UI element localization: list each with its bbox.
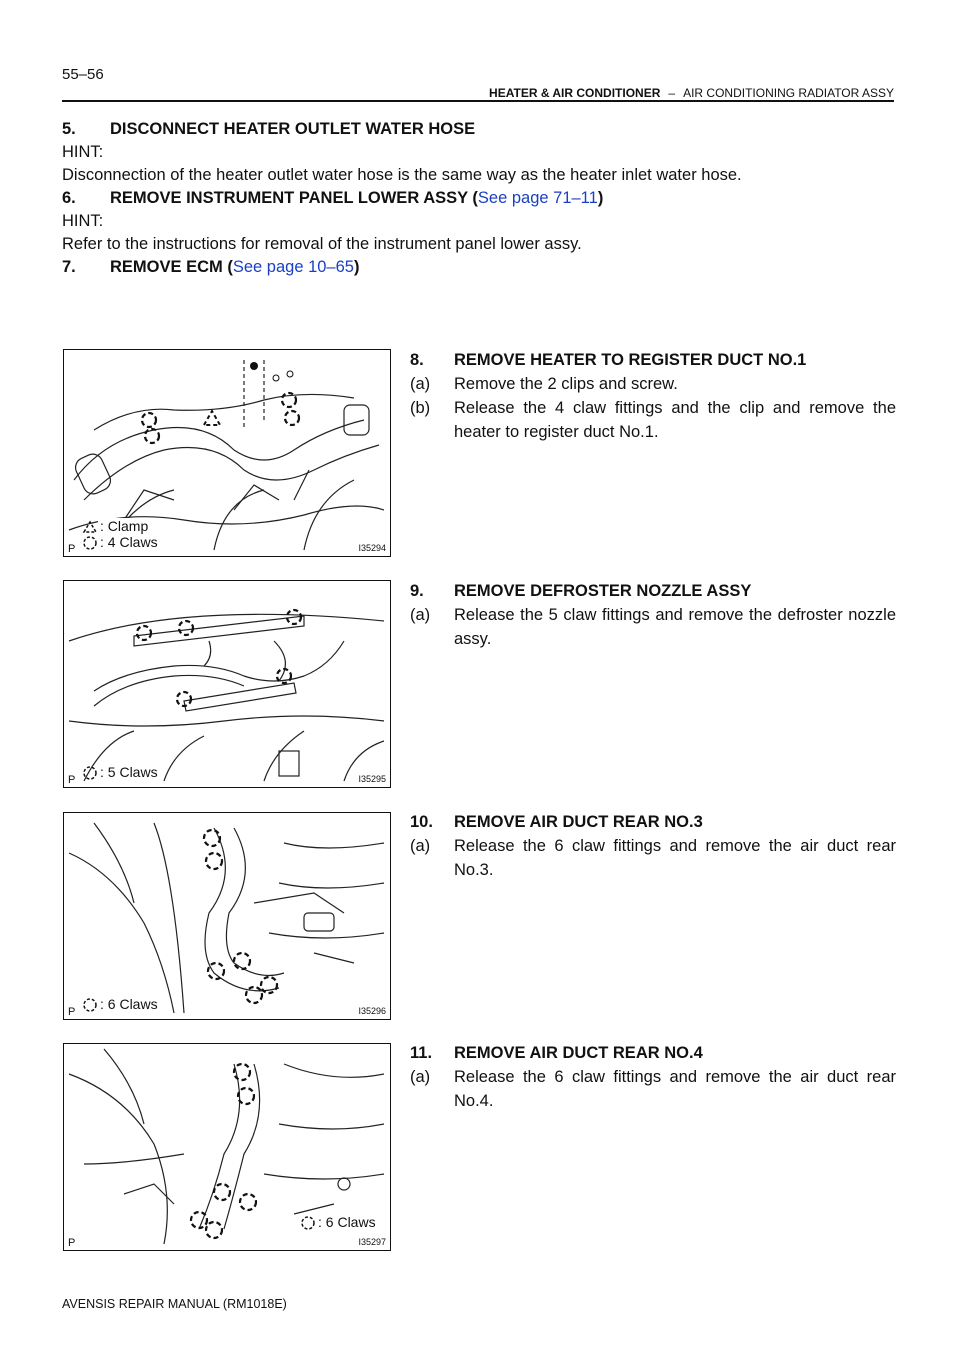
sub-label: (a)	[410, 837, 431, 855]
figure-p-mark: P	[68, 1006, 76, 1018]
step-8a	[410, 372, 896, 396]
sub-text: Release the 6 claw fittings and remove the air duct rear No.4.	[454, 1068, 896, 1110]
step-8-title: REMOVE HEATER TO REGISTER DUCT NO.1	[454, 351, 807, 369]
footer: AVENSIS REPAIR MANUAL (RM1018E)	[62, 1297, 287, 1311]
step-5-hint-text: Disconnection of the heater outlet water hose is the same way as the heater inlet water hose.	[62, 166, 742, 184]
figure-id: I35295	[358, 774, 386, 784]
running-header	[489, 86, 894, 100]
figure-p-mark: P	[68, 1237, 76, 1249]
step-5-hint-label: HINT:	[62, 143, 104, 161]
step-11a	[410, 1065, 896, 1113]
sub-label: (a)	[410, 375, 431, 393]
step-6-hint-label: HINT:	[62, 212, 104, 230]
page-number: 55–56	[62, 66, 104, 83]
step-7-close: )	[353, 258, 360, 276]
step-6-page-link[interactable]: See page 71–11	[477, 189, 598, 207]
figure-2-illustration	[64, 581, 390, 787]
claw-legend-icon	[82, 765, 98, 781]
step-11-number: 11.	[410, 1044, 433, 1062]
header-subsection: AIR CONDITIONING RADIATOR ASSY	[683, 86, 894, 100]
step-8	[410, 348, 896, 444]
figure-air-duct-rear-3	[63, 812, 391, 1020]
step-9-number: 9.	[410, 582, 424, 600]
clamp-legend-label: : Clamp	[100, 518, 149, 534]
sub-text: Release the 4 claw fittings and the clip and remove the heater to register duct No.1.	[454, 399, 896, 441]
header-rule	[62, 100, 894, 102]
figure-3-illustration	[64, 813, 390, 1019]
step-10a	[410, 834, 896, 882]
header-section: HEATER & AIR CONDITIONER	[489, 86, 661, 100]
step-10-title: REMOVE AIR DUCT REAR NO.3	[454, 813, 703, 831]
step-11	[410, 1041, 896, 1113]
sub-label: (a)	[410, 606, 431, 624]
figure-p-mark: P	[68, 774, 76, 786]
claw-legend-icon	[82, 535, 98, 551]
step-5-heading	[62, 118, 475, 141]
clamp-legend-icon	[82, 520, 98, 534]
claw-legend-icon	[82, 997, 98, 1013]
step-5-number: 5.	[62, 120, 76, 138]
header-separator: –	[668, 86, 676, 100]
claw-legend-label: : 6 Claws	[318, 1214, 376, 1230]
step-9	[410, 579, 896, 651]
sub-label: (b)	[410, 399, 431, 417]
figure-id: I35297	[358, 1237, 386, 1247]
step-6-number: 6.	[62, 189, 76, 207]
step-5-title: DISCONNECT HEATER OUTLET WATER HOSE	[110, 120, 476, 138]
step-10	[410, 810, 896, 882]
sub-label: (a)	[410, 1068, 431, 1086]
step-6-hint-text: Refer to the instructions for removal of the instrument panel lower assy.	[62, 235, 582, 253]
claw-legend-label: : 5 Claws	[100, 764, 158, 780]
claw-legend-label: : 4 Claws	[100, 534, 158, 550]
claw-legend-icon	[300, 1215, 316, 1231]
step-7-heading	[62, 256, 359, 279]
step-7-title: REMOVE ECM (	[110, 258, 233, 276]
step-10-number: 10.	[410, 813, 433, 831]
step-11-title: REMOVE AIR DUCT REAR NO.4	[454, 1044, 703, 1062]
step-8-number: 8.	[410, 351, 424, 369]
figure-id: I35294	[358, 543, 386, 553]
step-7-number: 7.	[62, 258, 76, 276]
step-6-heading	[62, 187, 603, 210]
sub-text: Release the 5 claw fittings and remove the defroster nozzle assy.	[454, 606, 896, 648]
sub-text: Remove the 2 clips and screw.	[454, 375, 678, 393]
figure-heater-register-duct	[63, 349, 391, 557]
claw-legend-label: : 6 Claws	[100, 996, 158, 1012]
step-7-page-link[interactable]: See page 10–65	[232, 258, 354, 276]
step-6-title: REMOVE INSTRUMENT PANEL LOWER ASSY (	[110, 189, 478, 207]
figure-p-mark: P	[68, 543, 76, 555]
sub-text: Release the 6 claw fittings and remove the air duct rear No.3.	[454, 837, 896, 879]
step-9a	[410, 603, 896, 651]
figure-air-duct-rear-4	[63, 1043, 391, 1251]
figure-defroster-nozzle	[63, 580, 391, 788]
step-9-title: REMOVE DEFROSTER NOZZLE ASSY	[454, 582, 752, 600]
figure-id: I35296	[358, 1006, 386, 1016]
step-8b	[410, 396, 896, 444]
step-6-close: )	[597, 189, 604, 207]
